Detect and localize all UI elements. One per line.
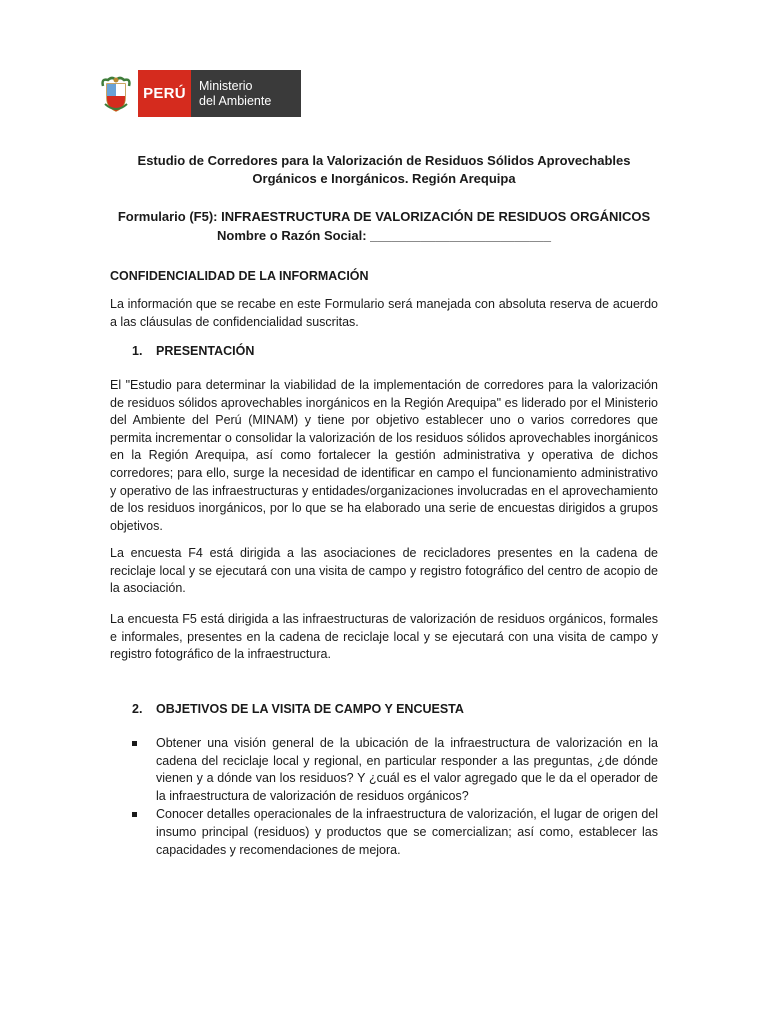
section-1-title: PRESENTACIÓN xyxy=(156,344,255,358)
list-item xyxy=(130,806,658,859)
objectives-list xyxy=(130,735,658,860)
form-title: Formulario (F5): INFRAESTRUCTURA DE VALORIZACIÓN DE RESIDUOS ORGÁNICOS xyxy=(117,209,651,224)
presentation-paragraph-1: El "Estudio para determinar la viabilidad de la implementación de corredores para la valorización de residuos sólidos aprovechables inorgánicos en la Región Arequipa" es liderado por el Ministerio del Ambiente del Perú (MINAM) y tiene por objetivo establecer uno o varios corredores que permita incrementar o consolidar la valorización de los residuos sólidos aprovechables inorgánicos en la Región Arequipa, así como fortalecer la gestión administrativa y operativa de dichos corredores; para ello, surge la necesidad de identificar en campo el funcionamiento administrativo y operativo de las infraestructuras y entidades/organizaciones involucradas en el aprovechamiento de los residuos inorgánicos, por lo que se ha elaborado una serie de encuestas dirigidos a grupos objetivos. xyxy=(110,378,658,533)
section-1-number: 1. xyxy=(132,344,143,358)
ministry-line-2: del Ambiente xyxy=(199,94,272,108)
confidentiality-text: La información que se recabe en este Formulario será manejada con absoluta reserva de acuerdo a las cláusulas de confidencialidad suscritas. xyxy=(110,297,658,329)
bullet-icon xyxy=(132,741,137,746)
section-1-heading xyxy=(132,344,254,358)
section-2-title: OBJETIVOS DE LA VISITA DE CAMPO Y ENCUESTA xyxy=(156,702,464,716)
objective-text: Obtener una visión general de la ubicación de la infraestructura de valorización en la cadena del reciclaje local y regional, en particular responder a las preguntas, ¿de dónde vienen y a dónde van los residuos? Y ¿cuál es el valor agregado que le da el operador de la infraestructura de valorización de residuos orgánicos? xyxy=(156,736,658,803)
presentation-paragraph-2: La encuesta F4 está dirigida a las asociaciones de recicladores presentes en la cadena de reciclaje local y se ejecutará con una visita de campo y registro fotográfico del centro de acopio de la asociación. xyxy=(110,546,658,596)
presentation-paragraph-3: La encuesta F5 está dirigida a las infraestructuras de valorización de residuos orgánicos, formales e informales, presentes en la cadena de reciclaje local y se ejecutará con una visita de campo y registro fotográfico de la infraestructura. xyxy=(110,612,658,662)
minam-logo xyxy=(94,70,301,117)
confidentiality-heading: CONFIDENCIALIDAD DE LA INFORMACIÓN xyxy=(110,269,369,283)
study-title-line-2: Orgánicos e Inorgánicos. Región Arequipa xyxy=(252,171,516,186)
bullet-icon xyxy=(132,812,137,817)
section-2-heading xyxy=(132,702,464,716)
list-item xyxy=(130,735,658,805)
country-label: PERÚ xyxy=(138,70,191,117)
coat-of-arms-icon xyxy=(94,70,138,117)
study-title-line-1: Estudio de Corredores para la Valorización de Residuos Sólidos Aprovechables xyxy=(137,153,631,168)
ministry-line-1: Ministerio xyxy=(199,79,253,93)
section-2-number: 2. xyxy=(132,702,143,716)
ministry-label xyxy=(191,70,301,117)
name-field: Nombre o Razón Social: _________________________ xyxy=(217,228,551,243)
objective-text: Conocer detalles operacionales de la infraestructura de valorización, el lugar de origen del insumo principal (residuos) y productos que se comercializan; así como, establecer las capacidades y recomendaciones de mejora. xyxy=(156,807,658,857)
